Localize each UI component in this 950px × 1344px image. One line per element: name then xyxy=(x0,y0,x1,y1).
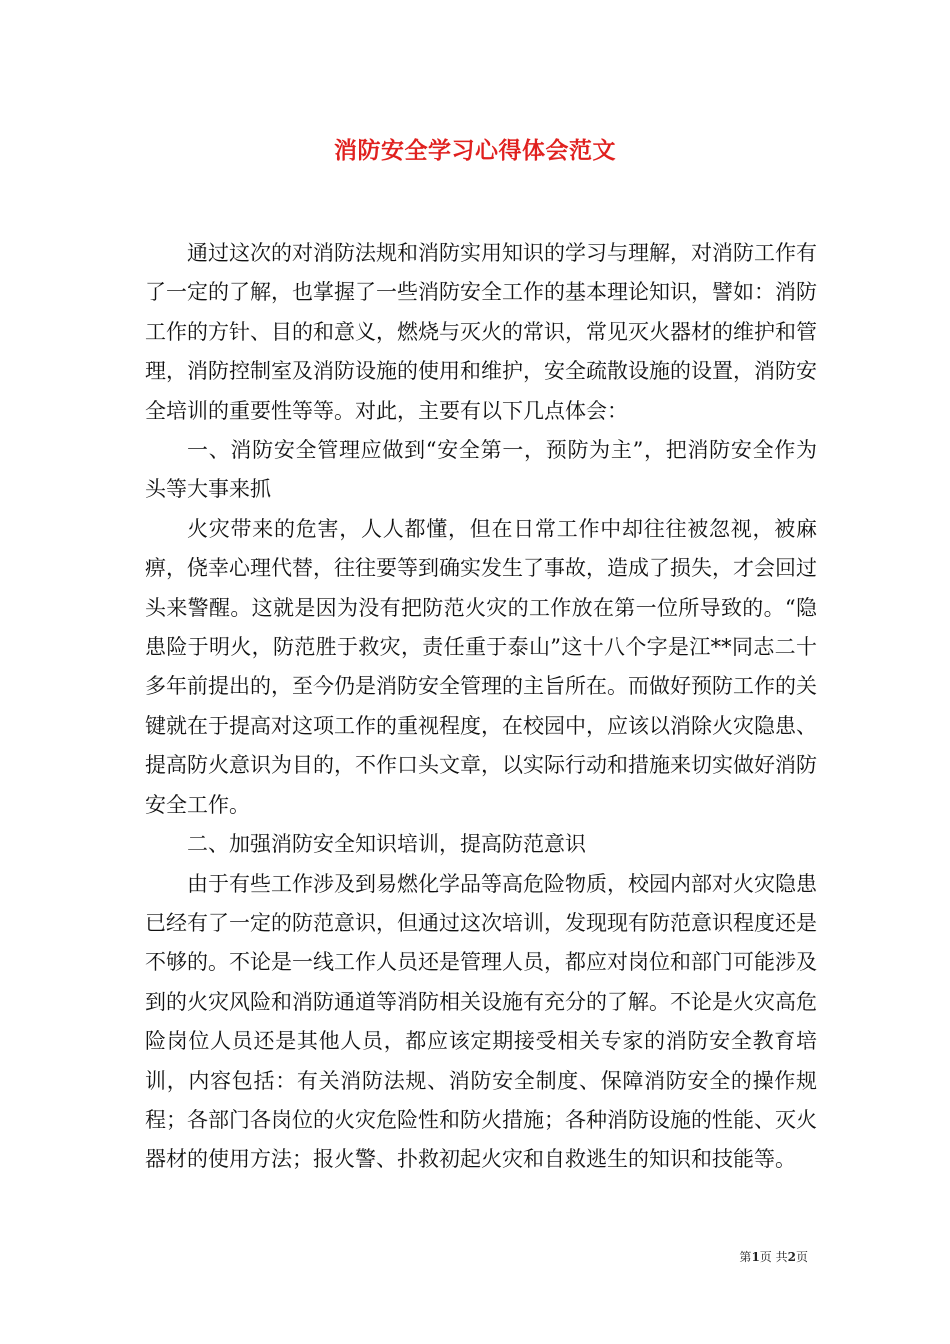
footer-prefix: 第 xyxy=(739,1250,752,1264)
page-footer xyxy=(739,1248,808,1265)
footer-suffix: 页 xyxy=(795,1250,808,1264)
section-heading-1: 一、消防安全管理应做到“安全第一，预防为主”，把消防安全作为头等大事来抓 xyxy=(145,438,817,502)
paragraph-section-1: 火灾带来的危害，人人都懂，但在日常工作中却往往被忽视，被麻痹，侥幸心理代替，往往要等到确实发生了事故，造成了损失，才会回过头来警醒。这就是因为没有把防范火灾的工作放在第一位所导致的。“隐患险于明火，防范胜于救灾，责任重于泰山”这十八个字是江**同志二十多年前提出的，至今仍是消防安全管理的主旨所在。而做好预防工作的关键就在于提高对这项工作的重视程度，在校园中，应该以消除火灾隐患、提高防火意识为目的，不作口头文章，以实际行动和措施来切实做好消防安全工作。 xyxy=(145,516,817,817)
document-body xyxy=(145,234,817,1180)
page-title: 消防安全学习心得体会范文 xyxy=(334,137,616,164)
paragraph-section-2: 由于有些工作涉及到易燃化学品等高危险物质，校园内部对火灾隐患已经有了一定的防范意识，但通过这次培训，发现现有防范意识程度还是不够的。不论是一线工作人员还是管理人员，都应对岗位和部门可能涉及到的火灾风险和消防通道等消防相关设施有充分的了解。不论是火灾高危险岗位人员还是其他人员，都应该定期接受相关专家的消防安全教育培训，内容包括：有关消防法规、消防安全制度、保障消防安全的操作规程；各部门各岗位的火灾危险性和防火措施；各种消防设施的性能、灭火器材的使用方法；报火警、扑救初起火灾和自救逃生的知识和技能等。 xyxy=(145,871,817,1172)
paragraph-intro: 通过这次的对消防法规和消防实用知识的学习与理解，对消防工作有了一定的了解，也掌握了一些消防安全工作的基本理论知识，譬如：消防工作的方针、目的和意义，燃烧与灭火的常识，常见灭火器材的维护和管理，消防控制室及消防设施的使用和维护，安全疏散设施的设置，消防安全培训的重要性等等。对此，主要有以下几点体会： xyxy=(145,241,817,423)
total-pages-number: 2 xyxy=(787,1250,796,1264)
footer-middle: 页 共 xyxy=(759,1250,788,1264)
section-heading-2: 二、加强消防安全知识培训，提高防范意识 xyxy=(187,832,586,857)
current-page-number: 1 xyxy=(751,1250,760,1264)
